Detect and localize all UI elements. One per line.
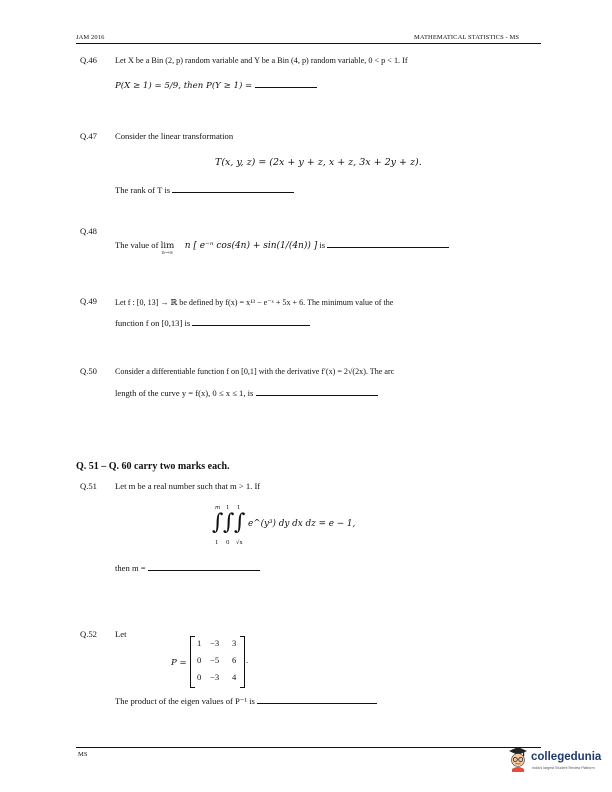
q51-lower-limit-2: 0 (226, 540, 230, 546)
q46-line1: Let X be a Bin (2, p) random variable and Y be a Bin (4, p) random variable, 0 < p < 1. If (115, 56, 408, 65)
q48-line (115, 240, 449, 256)
q51-integrand: e^(y³) dy dx dz = e − 1, (248, 519, 356, 529)
collegedunia-logo[interactable] (506, 742, 610, 776)
footer-left: MS (78, 751, 88, 758)
q51-line2: then m = (115, 563, 146, 573)
q51-lower-limit-3: √x (236, 540, 243, 546)
q52-answer-blank[interactable] (257, 696, 377, 704)
q52-bracket-left (190, 636, 195, 688)
q48-formula: n [ e⁻ⁿ cos(4n) + sin(1/(4n)) ] (184, 241, 318, 251)
q50-line1: Consider a differentiable function f on [0,1] with the derivative f′(x) = 2√(2x). The arc (115, 367, 395, 376)
section-heading: Q. 51 – Q. 60 carry two marks each. (76, 461, 230, 472)
q48-prefix: The value of (115, 240, 159, 250)
q52-cell-0-1: −3 (210, 638, 220, 648)
q50-answer-blank[interactable] (256, 388, 378, 396)
q51-integral-sign-3: ∫ (234, 510, 246, 535)
q49-number: Q.49 (80, 296, 97, 306)
q46-text-line1 (115, 56, 408, 65)
q47-line2: The rank of T is (115, 185, 171, 195)
q51-upper-limit-1: m (215, 505, 221, 511)
q49-answer-blank[interactable] (192, 318, 310, 326)
header-right: MATHEMATICAL STATISTICS - MS (414, 34, 520, 41)
q46-number: Q.46 (80, 55, 97, 65)
q46-line2: P(X ≥ 1) = 5/9, then P(Y ≥ 1) = (115, 81, 253, 91)
q52-line2: The product of the eigen values of P⁻¹ is (115, 696, 255, 706)
q47-answer-blank[interactable] (172, 185, 294, 193)
q49-line1: Let f : [0, 13] → ℝ be defined by f(x) = x¹³ − e⁻ˣ + 5x + 6. The minimum value of the (115, 298, 394, 307)
q51-integral-sign-1: ∫ (212, 510, 224, 535)
q52-text-line2 (115, 696, 377, 707)
q50-text-line2 (115, 388, 378, 398)
q52-cell-1-0: 0 (197, 655, 202, 665)
q52-matrix-label: P = (171, 658, 187, 668)
header-left: JAM 2016 (76, 34, 105, 41)
q49-text-line2 (115, 318, 310, 328)
q48-limit (160, 240, 183, 256)
q52-cell-1-2: 6 (232, 655, 237, 665)
q48-lim: lim (160, 241, 175, 251)
logo-name: collegedunia (531, 751, 602, 763)
q48-number: Q.48 (80, 226, 97, 236)
q51-upper-limit-2: 1 (226, 505, 230, 511)
q52-cell-2-2: 4 (232, 672, 237, 682)
q49-line2: function f on [0,13] is (115, 318, 191, 328)
q51-upper-limit-3: 1 (237, 505, 241, 511)
q52-matrix-period: . (246, 655, 249, 665)
q51-text-line2 (115, 563, 260, 573)
q52-number: Q.52 (80, 629, 97, 639)
q47-number: Q.47 (80, 131, 97, 141)
q51-lower-limit-1: 1 (215, 540, 219, 546)
q52-cell-1-1: −5 (210, 655, 220, 665)
q46-answer-blank[interactable] (255, 80, 317, 88)
q51-line1: Let m be a real number such that m > 1. If (115, 481, 261, 491)
logo-tagline: India's largest Student Review Platform (532, 766, 595, 770)
q47-formula: T(x, y, z) = (2x + y + z, x + z, 3x + 2y + z). (215, 157, 422, 168)
q52-cell-2-1: −3 (210, 672, 220, 682)
q50-number: Q.50 (80, 366, 97, 376)
q48-lim-sub: n→∞ (161, 250, 174, 256)
q47-text-line2 (115, 185, 294, 195)
q52-cell-0-0: 1 (197, 638, 202, 648)
q46-text-line2 (115, 80, 317, 91)
graduate-mascot-icon (506, 744, 530, 772)
q51-integral-sign-2: ∫ (223, 510, 235, 535)
q51-number: Q.51 (80, 481, 97, 491)
q51-answer-blank[interactable] (148, 563, 260, 571)
q51-triple-integral (212, 505, 372, 550)
q52-matrix (190, 636, 260, 688)
q47-line1: Consider the linear transformation (115, 131, 234, 141)
q52-cell-2-0: 0 (197, 672, 202, 682)
header-rule (76, 43, 541, 44)
q48-answer-blank[interactable] (327, 240, 449, 248)
footer-rule (76, 747, 541, 748)
q50-line2: length of the curve y = f(x), 0 ≤ x ≤ 1, is (115, 388, 254, 398)
q48-suffix: is (319, 240, 326, 250)
q52-line1: Let (115, 629, 127, 639)
q52-bracket-right (240, 636, 245, 688)
q52-cell-0-2: 3 (232, 638, 237, 648)
